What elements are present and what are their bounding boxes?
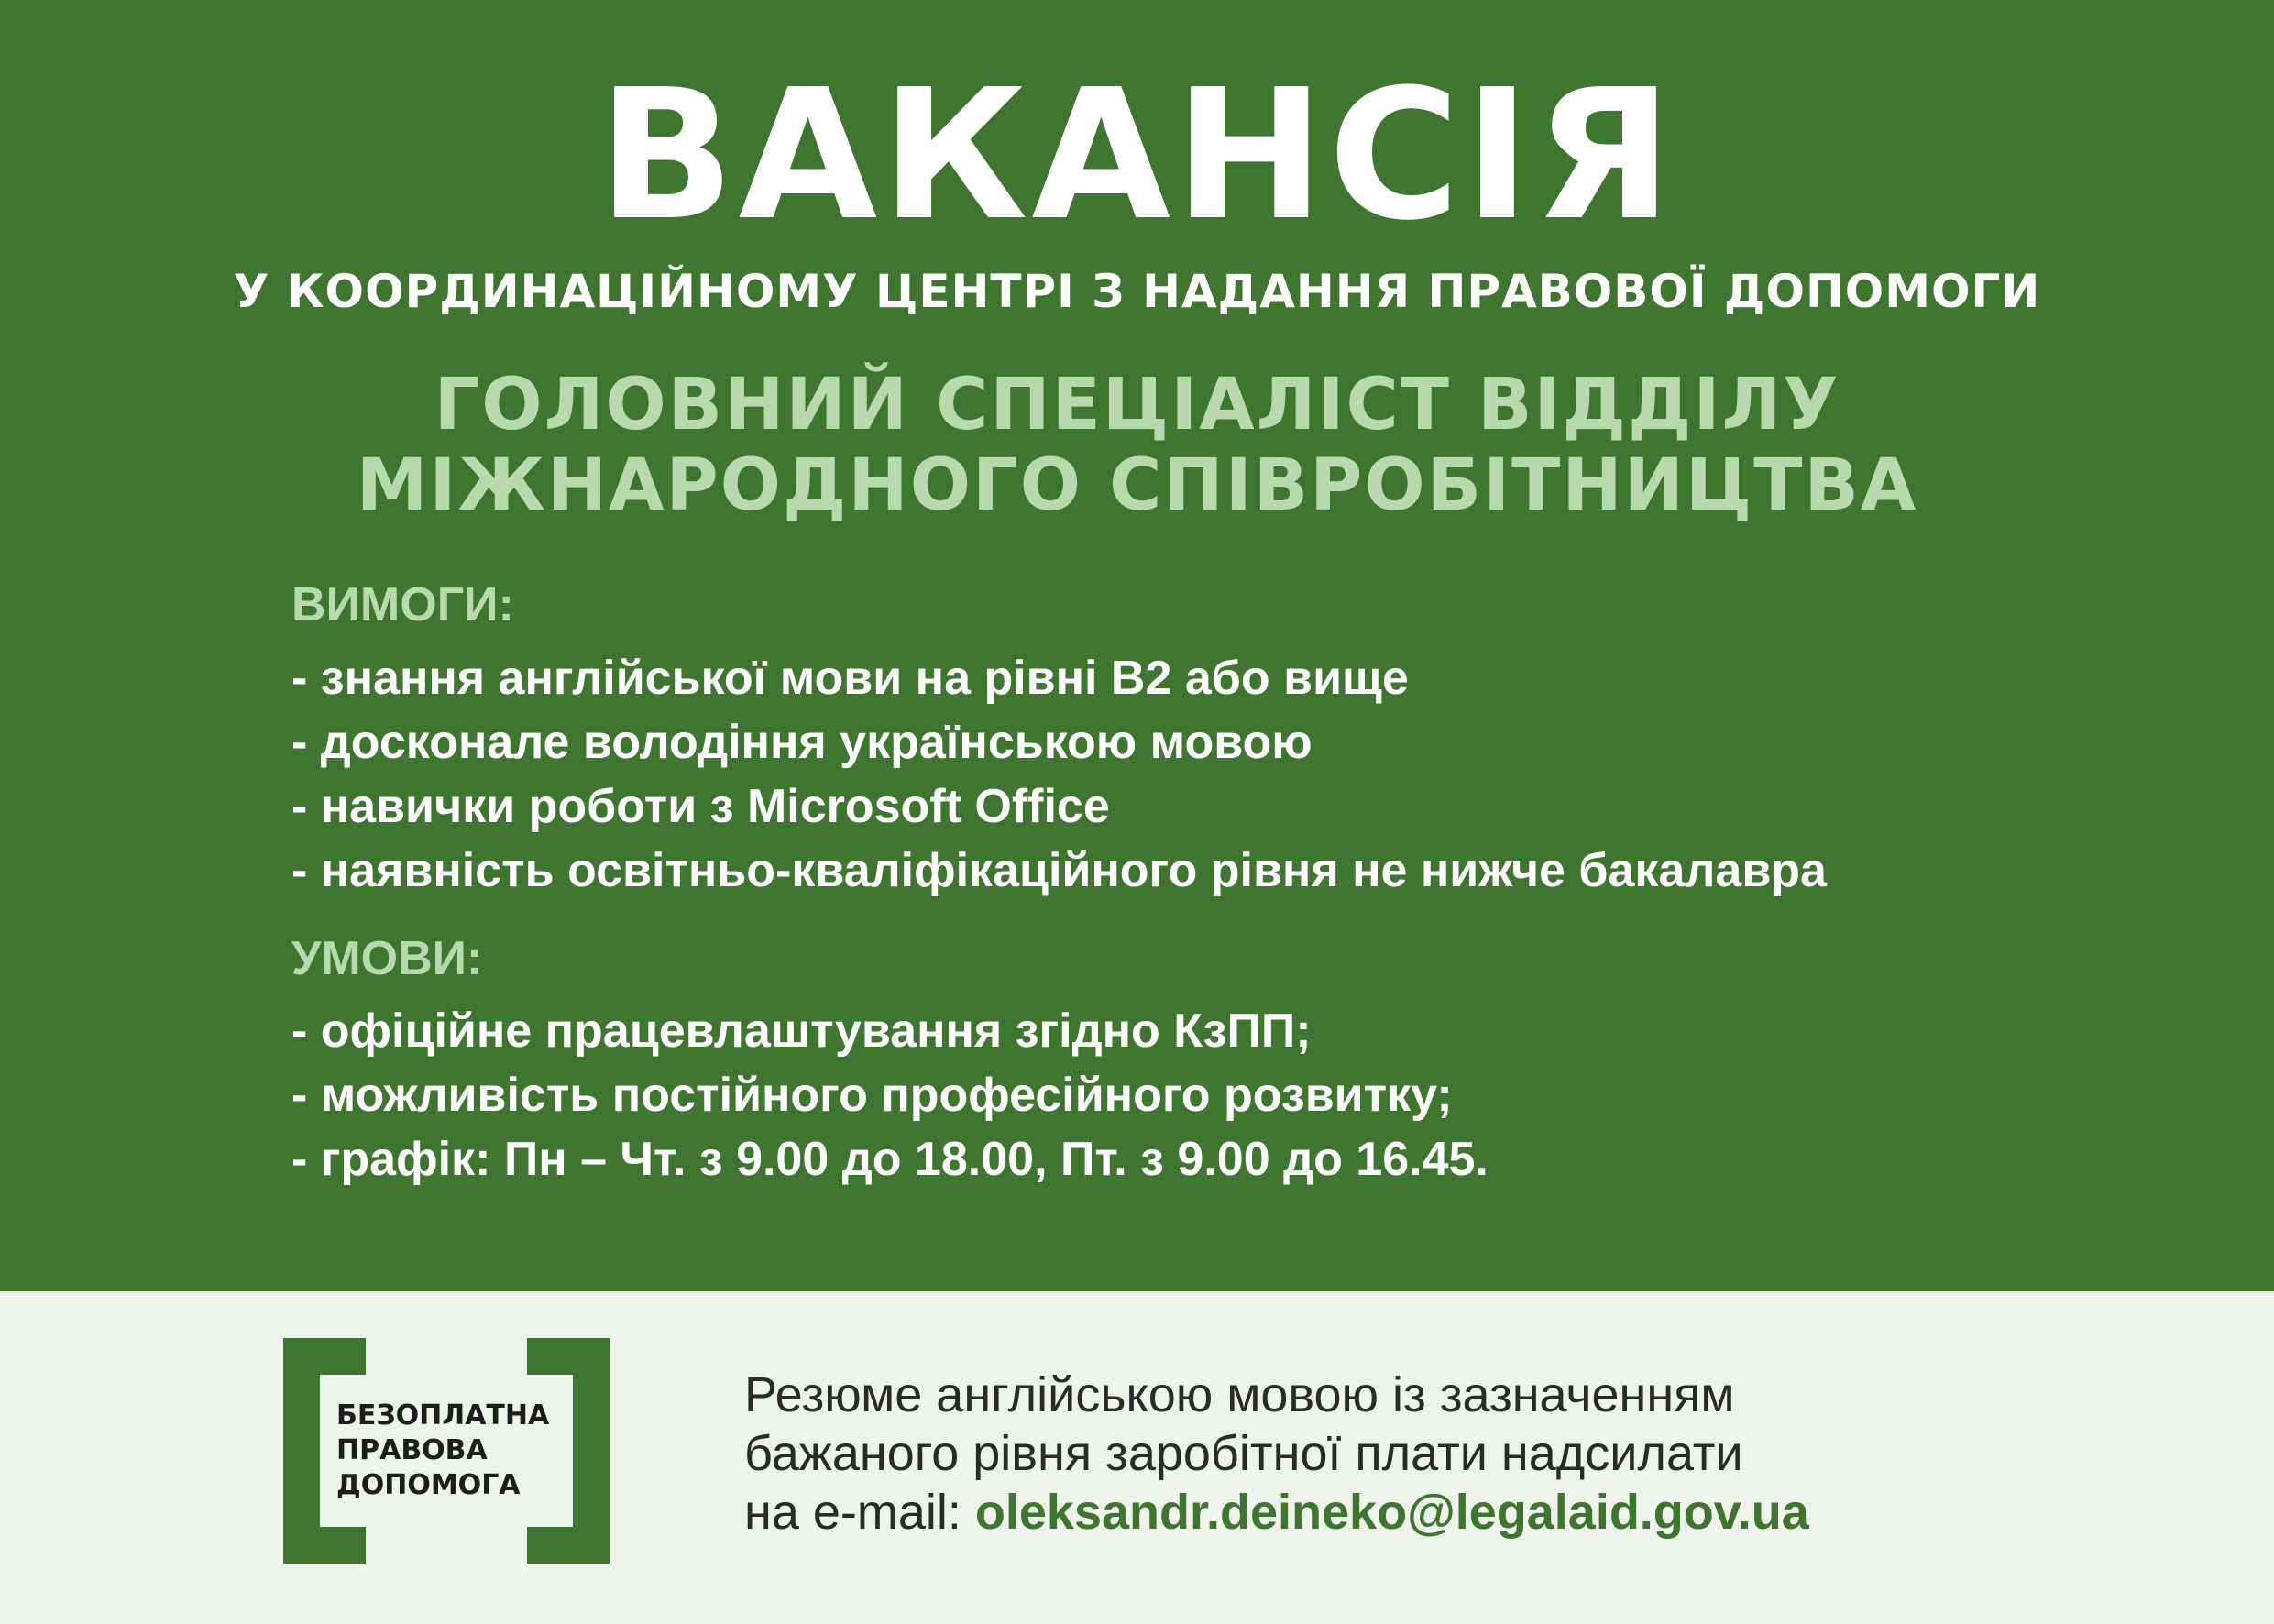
requirement-item: - знання англійської мови на рівні В2 або вище bbox=[291, 652, 1409, 705]
legal-aid-logo bbox=[283, 1338, 610, 1564]
logo-line-3: ДОПОМОГА bbox=[336, 1469, 521, 1501]
condition-item: - графік: Пн – Чт. з 9.00 до 18.00, Пт. з 9.00 до 16.45. bbox=[291, 1133, 1489, 1186]
email-link[interactable]: oleksandr.deineko@legalaid.gov.ua bbox=[974, 1485, 1809, 1540]
requirement-item: - наявність освітньо-кваліфікаційного рівня не нижче бакалавра bbox=[291, 844, 1827, 897]
contact-info bbox=[744, 1366, 1809, 1542]
email-prefix: на e-mail: bbox=[744, 1485, 975, 1540]
logo-line-1: БЕЗОПЛАТНА bbox=[336, 1399, 550, 1432]
vacancy-title: ВАКАНСІЯ bbox=[598, 51, 1676, 260]
logo-text bbox=[336, 1399, 549, 1503]
requirements-list bbox=[291, 646, 1827, 903]
logo-line-2: ПРАВОВА bbox=[336, 1434, 488, 1466]
contact-line-1: Резюме англійською мовою із зазначенням bbox=[744, 1367, 1735, 1422]
contact-line-2: бажаного рівня заробітної плати надсилати bbox=[744, 1426, 1743, 1481]
position-title bbox=[0, 365, 2274, 526]
vacancy-subtitle: У КООРДИНАЦІЙНОМУ ЦЕНТРІ З НАДАННЯ ПРАВОВОЇ ДОПОМОГИ bbox=[233, 265, 2041, 318]
position-title-line-2: МІЖНАРОДНОГО СПІВРОБІТНИЦТВА bbox=[356, 444, 1918, 527]
position-title-line-1: ГОЛОВНИЙ СПЕЦІАЛІСТ ВІДДІЛУ bbox=[434, 364, 1840, 446]
requirement-item: - навички роботи з Microsoft Office bbox=[291, 780, 1110, 833]
requirements-label: ВИМОГИ: bbox=[291, 578, 514, 631]
condition-item: - офіційне працевлаштування згідно КзПП; bbox=[291, 1004, 1312, 1058]
conditions-label: УМОВИ: bbox=[291, 932, 483, 985]
requirement-item: - досконале володіння українською мовою bbox=[291, 716, 1313, 769]
condition-item: - можливість постійного професійного розвитку; bbox=[291, 1069, 1453, 1122]
contact-line-3 bbox=[744, 1483, 1809, 1542]
conditions-list bbox=[291, 999, 1489, 1191]
